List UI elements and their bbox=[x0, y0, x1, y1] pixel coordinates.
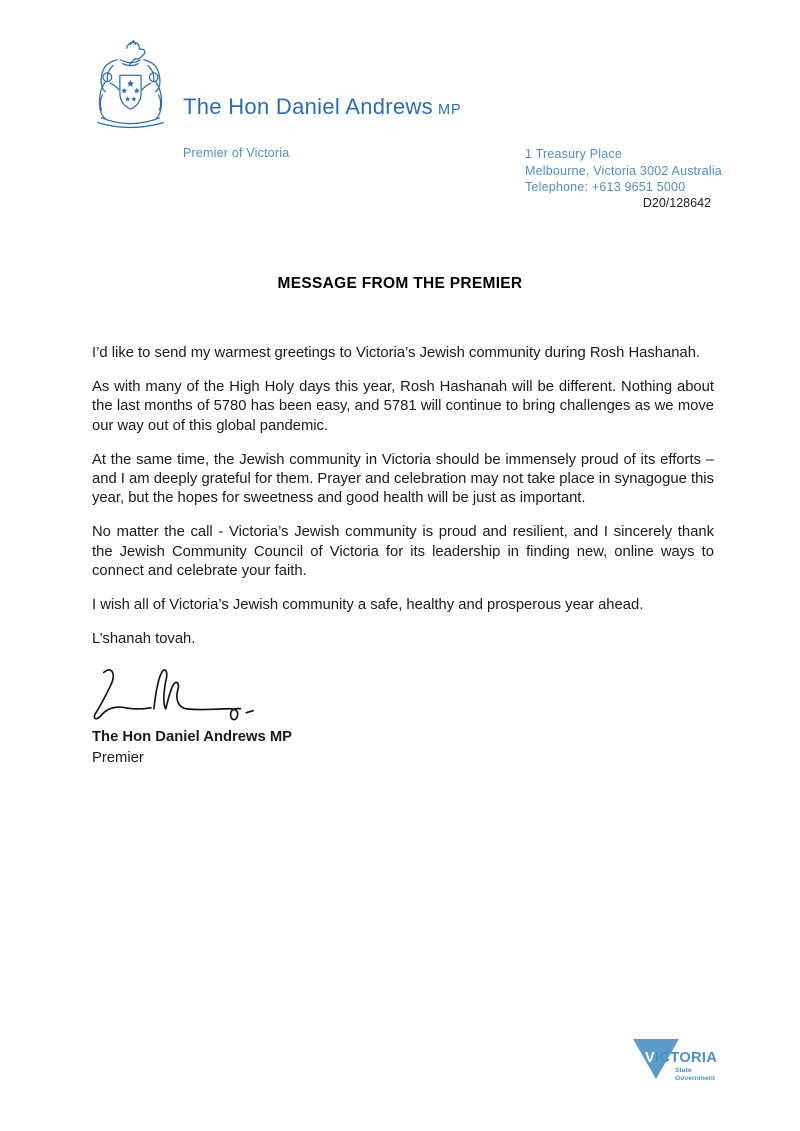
letter-paragraph: No matter the call - Victoria’s Jewish community is proud and resilient, and I sincerely thank the Jewish Community Council of Victoria for its leadership in finding new, online ways to connect and celebrate your faith. bbox=[92, 524, 714, 579]
signature-image bbox=[92, 664, 714, 728]
premier-role-label: Premier of Victoria bbox=[183, 146, 290, 160]
address-block bbox=[525, 146, 722, 196]
signer-name: The Hon Daniel Andrews MP bbox=[92, 729, 293, 746]
address-line: Melbourne, Victoria 3002 Australia bbox=[525, 163, 722, 178]
premier-name-suffix: MP bbox=[437, 102, 462, 118]
victoria-logo-wordmark bbox=[645, 1050, 717, 1066]
reference-number: D20/128642 bbox=[642, 196, 711, 210]
address-line: Telephone: +613 9651 5000 bbox=[525, 180, 686, 194]
letter-paragraph: At the same time, the Jewish community in Victoria should be immensely proud of its efforts – and I am deeply grateful for them. Prayer and celebration may not take place in synagogue this year, but the hopes for sweetness and good health will be just as important. bbox=[92, 451, 714, 507]
victoria-logo-subtitle-line: State bbox=[675, 1067, 692, 1074]
victoria-logo-rest: ICTORIA bbox=[655, 1050, 718, 1066]
letter-title: MESSAGE FROM THE PREMIER bbox=[277, 275, 523, 292]
victoria-logo-subtitle bbox=[675, 1067, 715, 1083]
address-line: 1 Treasury Place bbox=[525, 147, 622, 161]
victoria-logo-subtitle-line: Government bbox=[675, 1075, 716, 1082]
letter-paragraph: I wish all of Victoria’s Jewish community a safe, healthy and prosperous year ahead. bbox=[92, 597, 644, 614]
letter-paragraph: L’shanah tovah. bbox=[92, 631, 196, 648]
letter-body bbox=[92, 344, 714, 768]
premier-name-heading bbox=[183, 94, 462, 120]
signer-role: Premier bbox=[92, 749, 144, 766]
victoria-state-government-logo bbox=[633, 1039, 743, 1091]
victoria-logo-v: V bbox=[645, 1050, 656, 1066]
victorian-coat-of-arms-icon bbox=[88, 36, 173, 132]
letter-paragraph: I’d like to send my warmest greetings to Victoria’s Jewish community during Rosh Hashanah. bbox=[92, 345, 701, 361]
letter-paragraph: As with many of the High Holy days this year, Rosh Hashanah will be different. Nothing about the last months of 5780 has been easy, and 5781 will continue to bring challenges as we move our way out of this global pandemic. bbox=[92, 379, 714, 434]
premier-name-text: The Hon Daniel Andrews bbox=[183, 94, 433, 119]
